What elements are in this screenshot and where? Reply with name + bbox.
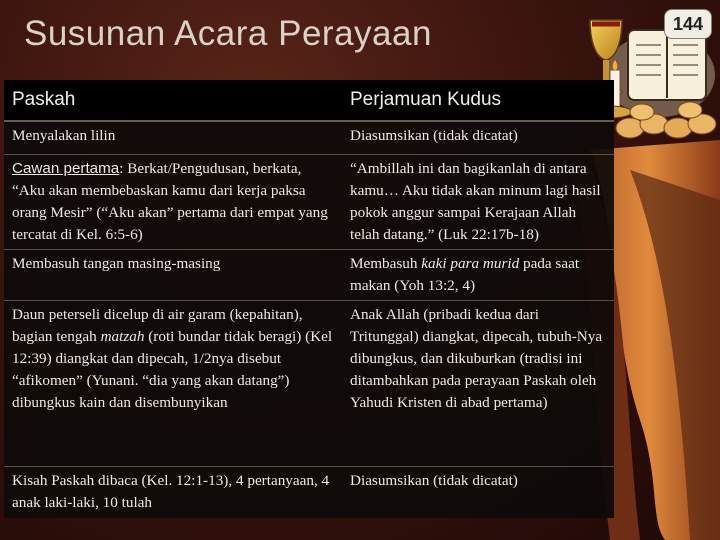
cell-text-segment: Cawan pertama — [12, 159, 120, 177]
column-header-paskah: Paskah — [4, 80, 342, 121]
column-header-perjamuan-kudus: Perjamuan Kudus — [342, 80, 614, 121]
cell-text-segment: Diasumsikan (tidak dicatat) — [350, 127, 518, 144]
cell-text-segment: (roti bundar tidak beragi) (Kel 12:39) diangkat dan dipecah, 1/2nya disebut “afikomen” (Yunani. “dia yang akan datang”) dibungkus kain dan disembunyikan — [12, 327, 333, 411]
comparison-table — [4, 80, 614, 518]
cell-paskah — [4, 154, 342, 249]
cell-perjamuan-kudus — [342, 300, 614, 466]
cell-paskah — [4, 300, 342, 466]
cell-text-segment: pada saat makan (Yoh 13:2, 4) — [350, 254, 580, 294]
table-header-row — [4, 80, 614, 121]
cell-text-segment: Membasuh tangan masing-masing — [12, 254, 221, 272]
cell-text-segment: kaki para murid — [421, 254, 520, 272]
table-body — [4, 121, 614, 518]
slide-number-badge: 144 — [664, 9, 712, 39]
table-row — [4, 466, 614, 518]
table-row — [4, 300, 614, 466]
table-row — [4, 121, 614, 154]
table-row — [4, 154, 614, 249]
cell-text-segment: Membasuh — [350, 254, 422, 272]
cell-text-segment: : Berkat/Pengudusan, berkata, “Aku akan membebaskan kamu dari kerja paksa orang Mesir” (“Aku akan” pertama dari empat yang tercatat di Kel. 6:5-6) — [12, 159, 328, 243]
cell-text-segment: matzah — [100, 327, 145, 345]
cell-text-segment: Diasumsikan (tidak dicatat) — [350, 471, 518, 489]
cell-perjamuan-kudus — [342, 121, 614, 154]
cell-paskah — [4, 121, 342, 154]
cell-text-segment: Menyalakan lilin — [12, 127, 116, 144]
cell-paskah — [4, 249, 342, 300]
cell-text-segment: Daun peterseli dicelup di air garam (kepahitan), bagian tengah — [12, 305, 303, 345]
table-row — [4, 249, 614, 300]
cell-text-segment: “Ambillah ini dan bagikanlah di antara kamu… Aku tidak akan minum lagi hasil pokok anggur sampai Kerajaan Allah telah datang.” (Luk 22:17b-18) — [350, 159, 601, 243]
slide-title: Susunan Acara Perayaan — [24, 14, 432, 53]
cell-perjamuan-kudus — [342, 154, 614, 249]
cell-perjamuan-kudus — [342, 249, 614, 300]
cell-perjamuan-kudus — [342, 466, 614, 518]
cell-text-segment: Anak Allah (pribadi kedua dari Tritunggal) diangkat, dipecah, tubuh-Nya dibungkus, dan dikuburkan (tradisi ini ditambahkan pada perayaan Paskah oleh Yahudi Kristen di abad pertama) — [350, 305, 603, 411]
cell-text-segment: Kisah Paskah dibaca (Kel. 12:1-13), 4 pertanyaan, 4 anak laki-laki, 10 tulah — [12, 471, 330, 511]
cell-paskah — [4, 466, 342, 518]
